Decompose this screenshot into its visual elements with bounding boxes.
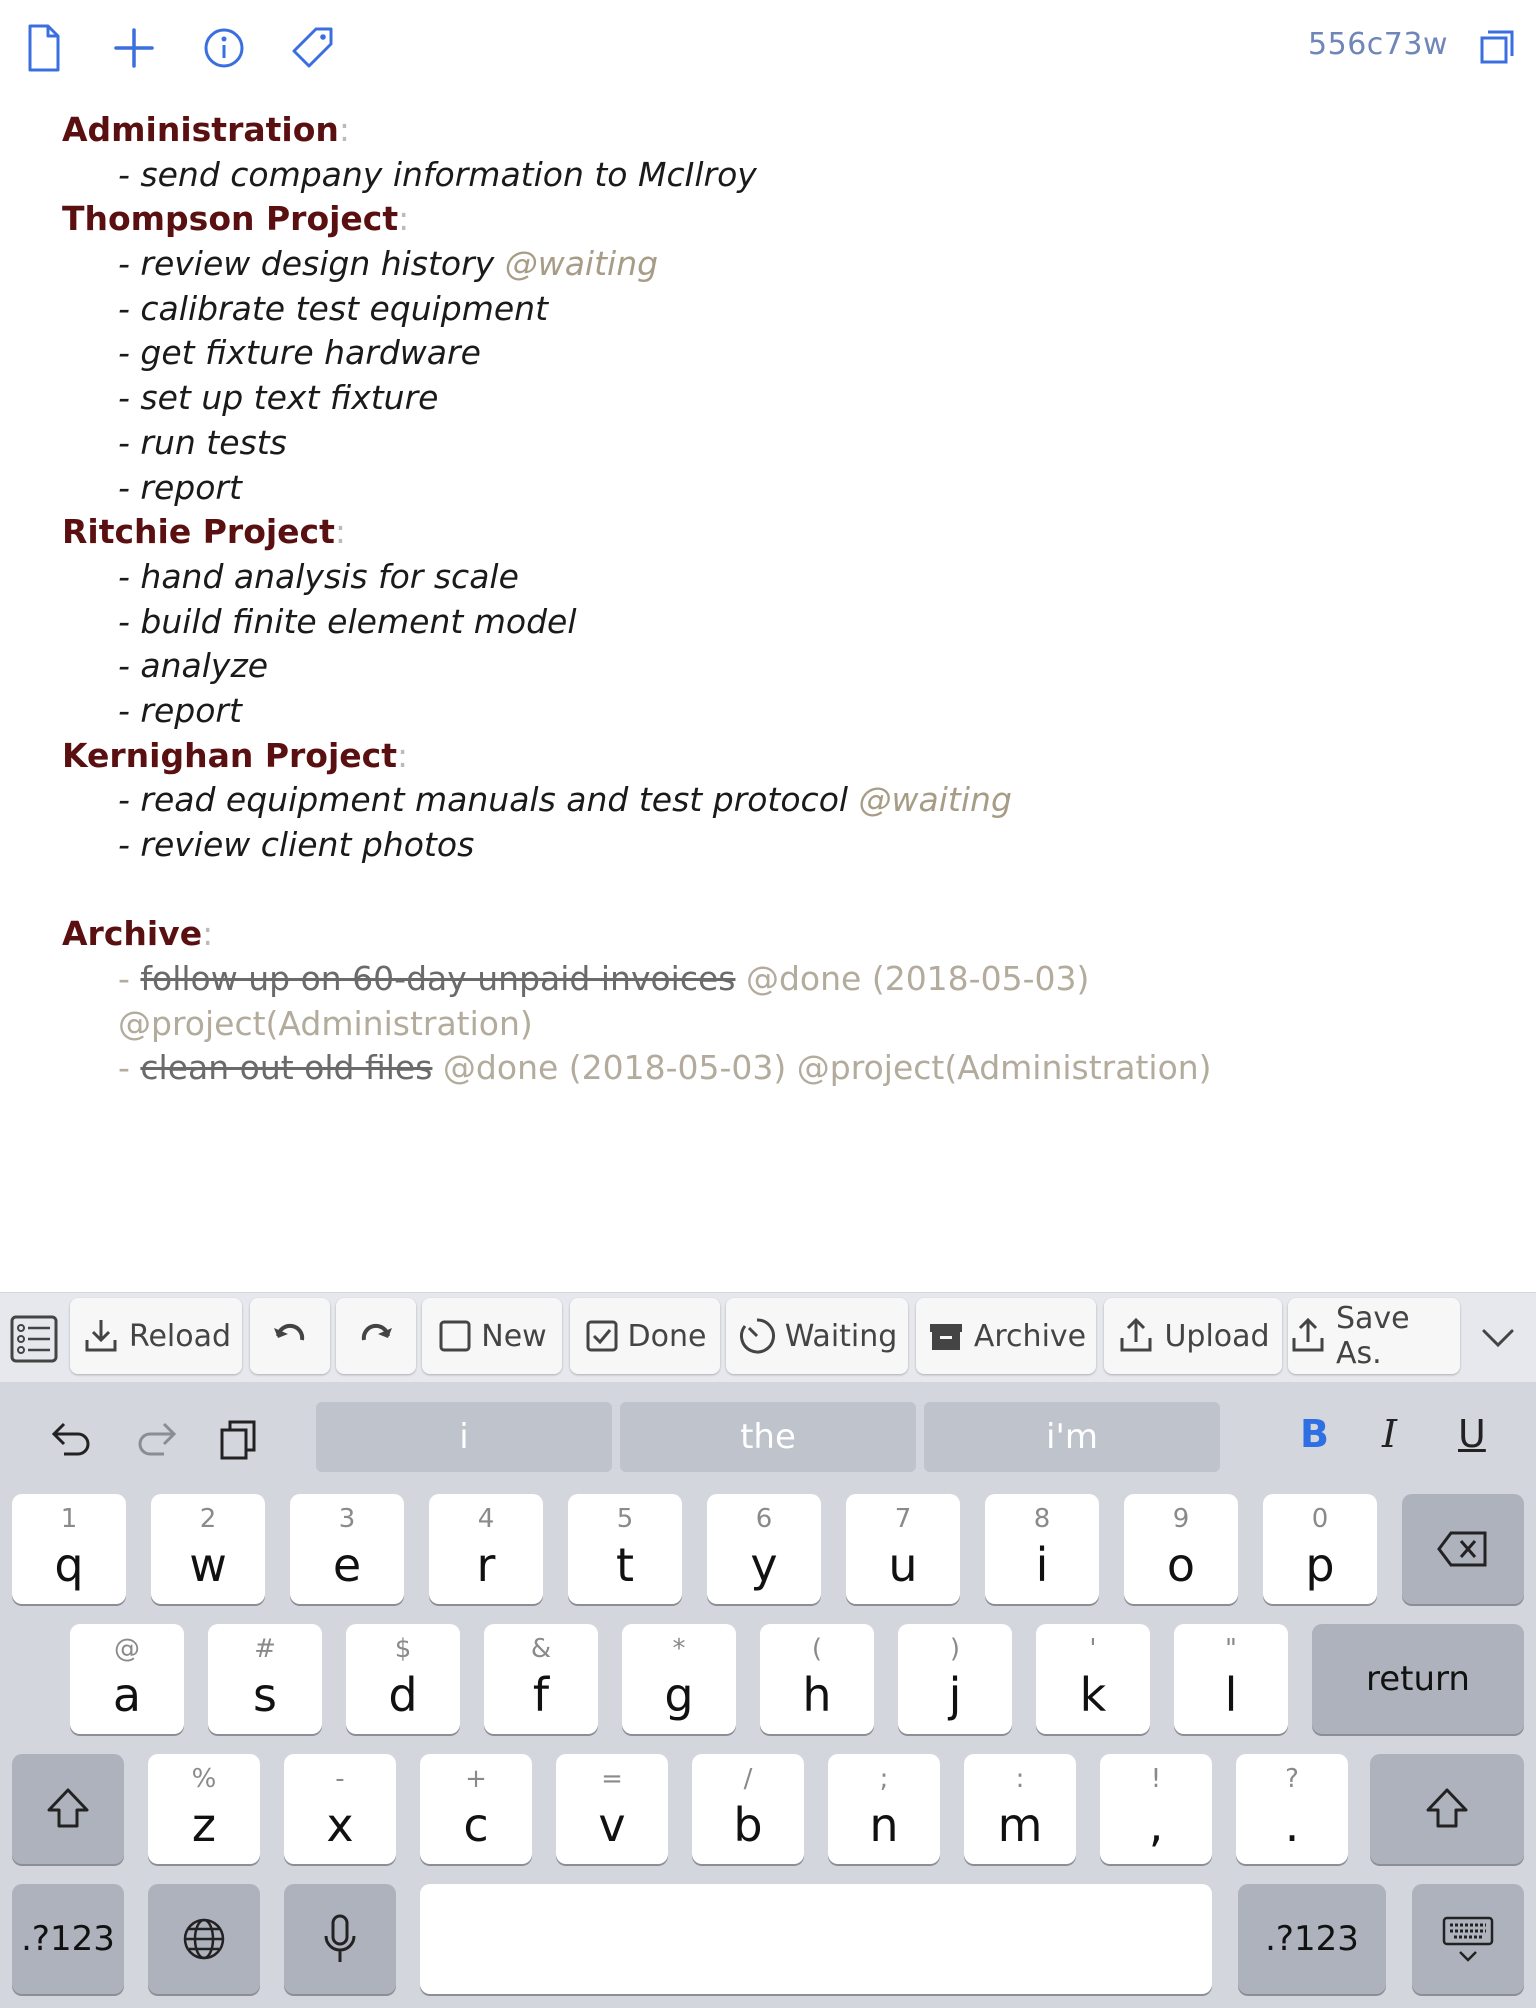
task-item[interactable] [62, 242, 1502, 287]
button-label: Done [627, 1318, 707, 1354]
task-item[interactable] [62, 421, 1502, 466]
key-hint: ; [879, 1764, 889, 1794]
key-hint: * [672, 1634, 686, 1664]
task-dash: - [118, 959, 141, 999]
key-letter: x [326, 1798, 354, 1852]
return-key-label: return [1366, 1659, 1470, 1699]
key-a[interactable] [70, 1624, 184, 1734]
task-text: get fixture hardware [140, 333, 481, 373]
button-label: Reload [128, 1318, 232, 1354]
top-toolbar [0, 0, 1536, 92]
task-text: build finite element model [140, 601, 577, 641]
task-dash: - [118, 601, 141, 641]
key-letter: u [888, 1538, 918, 1592]
suggestion[interactable]: i [316, 1402, 612, 1472]
project-colon: : [396, 735, 409, 775]
key-q[interactable] [12, 1494, 126, 1604]
shift-icon [12, 1754, 124, 1864]
task-dash: - [118, 825, 141, 864]
project-heading[interactable] [62, 108, 1502, 153]
waiting-button[interactable] [726, 1298, 908, 1374]
project-heading[interactable] [62, 197, 1502, 242]
task-dash: - [118, 556, 141, 596]
undo-icon[interactable] [44, 1414, 96, 1466]
key-hint: ? [1285, 1764, 1299, 1794]
task-text: clean out old files [140, 1048, 433, 1088]
key-x[interactable] [284, 1754, 396, 1864]
key-k[interactable] [1036, 1624, 1150, 1734]
archive-box-icon [926, 1316, 966, 1356]
key-i[interactable] [985, 1494, 1099, 1604]
key-hint: 1 [60, 1504, 78, 1534]
task-dash: - [118, 780, 141, 820]
task-text: review client photos [140, 825, 475, 864]
checkbox-checked-icon [584, 1318, 620, 1354]
undo-button[interactable] [250, 1298, 330, 1374]
task-text: hand analysis for scale [140, 556, 519, 596]
key-letter: r [476, 1538, 496, 1592]
key-letter: , [1148, 1798, 1164, 1852]
task-item[interactable] [62, 466, 1502, 511]
key-j[interactable] [898, 1624, 1012, 1734]
upload-icon [1116, 1316, 1156, 1356]
key-f[interactable] [484, 1624, 598, 1734]
key-z[interactable] [148, 1754, 260, 1864]
key-letter: q [54, 1538, 84, 1592]
key-g[interactable] [622, 1624, 736, 1734]
taskpaper-editor[interactable] [62, 108, 1502, 1091]
task-dash: - [118, 467, 141, 507]
task-text: report [140, 467, 242, 507]
project-heading[interactable] [62, 510, 1502, 555]
button-label: Archive [973, 1318, 1087, 1354]
project-colon: : [338, 110, 350, 149]
key-hint: 0 [1311, 1504, 1329, 1534]
key-letter: k [1079, 1668, 1107, 1722]
key-b[interactable] [692, 1754, 804, 1864]
key-hint: / [743, 1764, 753, 1794]
on-screen-keyboard [0, 1382, 1536, 2008]
task-item[interactable] [62, 287, 1502, 332]
task-tags: @done (2018-05-03) @project(Administration) [432, 1048, 1212, 1088]
task-tag: @waiting [858, 780, 1012, 820]
new-button[interactable] [422, 1298, 562, 1374]
key-hint: 7 [894, 1504, 912, 1534]
key-l[interactable] [1174, 1624, 1288, 1734]
download-icon [81, 1316, 121, 1356]
project-name: Ritchie Project [62, 512, 335, 552]
key-letter: g [664, 1668, 694, 1722]
button-label: Waiting [784, 1318, 898, 1354]
key-letter: b [733, 1798, 763, 1852]
task-dash: - [118, 646, 141, 686]
task-dash: - [118, 244, 141, 284]
key-,[interactable] [1100, 1754, 1212, 1864]
key-.[interactable] [1236, 1754, 1348, 1864]
archive-button[interactable] [916, 1298, 1096, 1374]
keyboard-dismiss-key[interactable] [1412, 1884, 1524, 1994]
task-item[interactable] [62, 555, 1502, 600]
archived-task-continuation: @project(Administration) [118, 1003, 533, 1043]
globe-key[interactable] [148, 1884, 260, 1994]
numbers-key-right[interactable] [1238, 1884, 1386, 1994]
key-hint: 4 [477, 1504, 495, 1534]
accessory-toolbar [0, 1292, 1536, 1383]
keyboard-dismiss-icon [1412, 1884, 1524, 1994]
reload-button[interactable] [70, 1298, 242, 1374]
blank-line [62, 868, 1502, 913]
key-hint: 8 [1033, 1504, 1051, 1534]
task-item[interactable] [62, 376, 1502, 421]
key-r[interactable] [429, 1494, 543, 1604]
key-hint: # [254, 1634, 276, 1664]
key-y[interactable] [707, 1494, 821, 1604]
key-letter: a [112, 1668, 142, 1722]
numbers-key[interactable] [12, 1884, 124, 1994]
redo-button[interactable] [336, 1298, 416, 1374]
bold-button[interactable]: B [1300, 1412, 1329, 1456]
key-hint: 5 [616, 1504, 634, 1534]
list-icon[interactable] [8, 1313, 60, 1365]
key-letter: d [388, 1668, 418, 1722]
key-c[interactable] [420, 1754, 532, 1864]
microphone-key[interactable] [284, 1884, 396, 1994]
button-label: Save As. [1336, 1301, 1410, 1371]
globe-icon [148, 1884, 260, 1994]
chevron-down-icon[interactable] [1478, 1319, 1518, 1359]
key-letter: z [191, 1798, 217, 1852]
key-hint: = [601, 1764, 623, 1794]
task-item[interactable] [62, 331, 1502, 376]
key-hint: - [335, 1764, 345, 1794]
key-letter: o [1166, 1538, 1196, 1592]
save-as-button[interactable] [1288, 1298, 1460, 1374]
task-item[interactable] [62, 823, 1502, 868]
key-letter: . [1284, 1798, 1300, 1852]
key-hint: % [191, 1764, 217, 1794]
backspace-icon [1402, 1494, 1524, 1604]
task-tag: @waiting [504, 244, 659, 284]
task-item[interactable] [62, 600, 1502, 645]
info-icon[interactable] [196, 20, 252, 76]
task-text: calibrate test equipment [140, 288, 549, 328]
project-colon: : [398, 199, 410, 239]
key-letter: f [532, 1668, 550, 1722]
task-item[interactable] [62, 689, 1502, 734]
project-colon: : [334, 512, 347, 552]
key-e[interactable] [290, 1494, 404, 1604]
key-u[interactable] [846, 1494, 960, 1604]
key-hint: $ [394, 1634, 412, 1664]
task-text: analyze [140, 646, 269, 686]
redo-icon [356, 1316, 396, 1356]
button-label: Upload [1164, 1318, 1270, 1354]
key-n[interactable] [828, 1754, 940, 1864]
task-text: review design history [140, 244, 505, 284]
shift-key[interactable] [12, 1754, 124, 1864]
task-dash: - [118, 690, 141, 730]
key-letter: n [869, 1798, 899, 1852]
numbers-key-right-label: .?123 [1265, 1919, 1359, 1959]
task-text: set up text fixture [140, 378, 439, 418]
suggestion[interactable]: the [620, 1402, 916, 1472]
backspace-key[interactable] [1402, 1494, 1524, 1604]
microphone-icon [284, 1884, 396, 1994]
task-dash: - [118, 333, 141, 373]
key-v[interactable] [556, 1754, 668, 1864]
key-letter: m [997, 1798, 1043, 1852]
key-m[interactable] [964, 1754, 1076, 1864]
undo-icon [270, 1316, 310, 1356]
task-item[interactable] [62, 778, 1502, 823]
archive-colon: : [202, 914, 214, 954]
key-hint: ! [1150, 1764, 1162, 1794]
task-item[interactable] [62, 644, 1502, 689]
archived-task[interactable] [62, 1046, 1502, 1091]
task-text: follow up on 60-day unpaid invoices [140, 959, 736, 999]
project-heading[interactable] [62, 734, 1502, 779]
task-dash: - [118, 422, 141, 462]
key-letter: p [1305, 1538, 1335, 1592]
key-letter: s [253, 1668, 277, 1722]
key-hint: ( [811, 1634, 823, 1664]
key-hint: @ [114, 1634, 140, 1664]
key-d[interactable] [346, 1624, 460, 1734]
paste-icon[interactable] [214, 1414, 266, 1466]
key-hint: ) [949, 1634, 961, 1664]
key-letter: i [1035, 1538, 1049, 1592]
new-document-icon[interactable] [16, 20, 72, 76]
task-text: read equipment manuals and test protocol [140, 780, 859, 820]
key-hint: + [465, 1764, 487, 1794]
checkbox-empty-icon [437, 1318, 473, 1354]
key-hint: & [530, 1634, 552, 1664]
upload-icon [1288, 1316, 1328, 1356]
space-bar[interactable] [420, 1884, 1212, 1994]
key-letter: j [948, 1668, 962, 1722]
key-hint: ' [1089, 1634, 1097, 1664]
task-dash: - [118, 288, 141, 328]
button-label: New [481, 1318, 547, 1354]
key-w[interactable] [151, 1494, 265, 1604]
task-text: send company information to McIlroy [140, 154, 757, 194]
project-name: Administration [62, 110, 339, 149]
archive-heading[interactable] [62, 912, 1502, 957]
timer-icon [737, 1316, 777, 1356]
task-tags: @done (2018-05-03) [735, 959, 1090, 999]
key-letter: w [189, 1538, 227, 1592]
project-name: Kernighan Project [62, 735, 397, 775]
shift-right-icon [1370, 1754, 1524, 1864]
project-name: Thompson Project [62, 199, 399, 239]
redo-icon[interactable] [132, 1414, 184, 1466]
key-letter: c [463, 1798, 489, 1852]
task-text: report [140, 690, 242, 730]
key-t[interactable] [568, 1494, 682, 1604]
key-o[interactable] [1124, 1494, 1238, 1604]
italic-button[interactable]: I [1382, 1412, 1398, 1456]
tag-icon[interactable] [286, 20, 342, 76]
key-hint: " [1225, 1634, 1237, 1664]
numbers-key-label: .?123 [21, 1919, 115, 1959]
key-h[interactable] [760, 1624, 874, 1734]
key-hint: 6 [755, 1504, 773, 1534]
document-id[interactable]: 556c73w [1308, 27, 1448, 62]
key-p[interactable] [1263, 1494, 1377, 1604]
key-letter: h [802, 1668, 832, 1722]
key-letter: e [332, 1538, 362, 1592]
underline-button[interactable]: U [1458, 1412, 1486, 1456]
task-item[interactable] [62, 153, 1502, 198]
return-key[interactable] [1312, 1624, 1524, 1734]
key-hint: 9 [1172, 1504, 1190, 1534]
key-letter: l [1224, 1668, 1238, 1722]
task-text: run tests [140, 422, 287, 462]
upload-button[interactable] [1104, 1298, 1282, 1374]
key-hint: 3 [338, 1504, 356, 1534]
shift-key-right[interactable] [1370, 1754, 1524, 1864]
task-dash: - [118, 378, 141, 418]
archived-task[interactable] [62, 957, 1502, 1002]
key-hint: 2 [199, 1504, 217, 1534]
task-dash: - [118, 1048, 141, 1088]
add-icon[interactable] [106, 20, 162, 76]
key-hint: : [1015, 1764, 1025, 1794]
task-dash: - [118, 154, 141, 194]
archive-name: Archive [62, 914, 203, 954]
key-s[interactable] [208, 1624, 322, 1734]
key-letter: v [598, 1798, 626, 1852]
key-letter: t [615, 1538, 635, 1592]
suggestion[interactable]: i'm [924, 1402, 1220, 1472]
done-button[interactable] [570, 1298, 720, 1374]
key-letter: y [750, 1538, 778, 1592]
window-icon[interactable] [1470, 20, 1526, 76]
